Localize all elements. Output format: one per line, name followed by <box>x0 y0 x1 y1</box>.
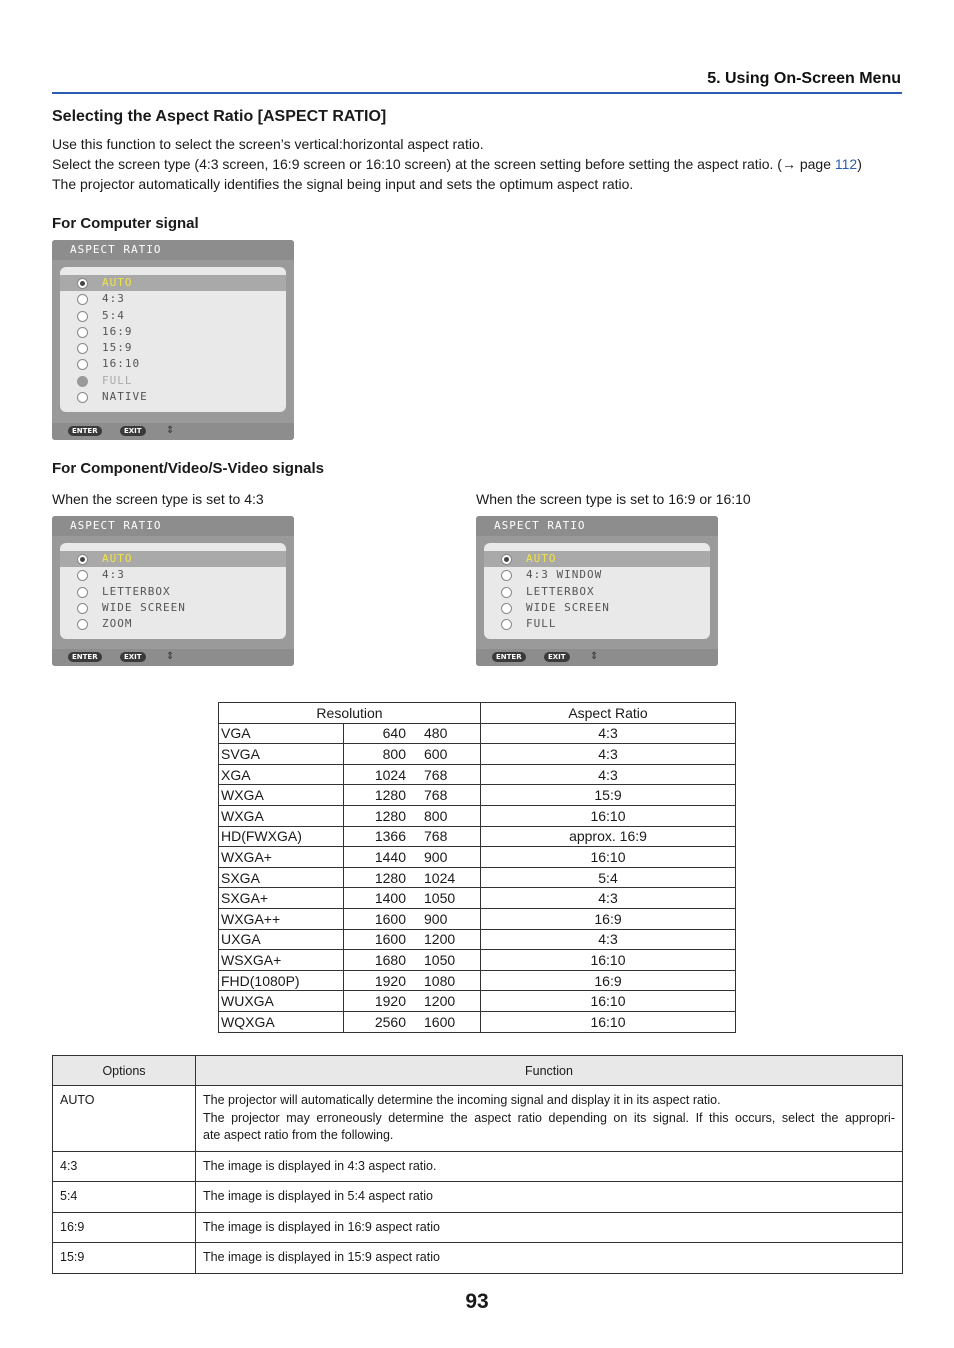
menu-option-4-3-window[interactable]: 4:3 WINDOW <box>484 567 710 583</box>
option-function <box>196 1086 903 1152</box>
resolution-width: 800 <box>344 744 425 765</box>
aspect-ratio-value: 15:9 <box>481 785 736 806</box>
section-description <box>52 134 912 194</box>
resolution-width: 1680 <box>344 950 425 971</box>
table-row <box>219 723 736 744</box>
function-line: ate aspect ratio from the following. <box>203 1128 394 1142</box>
option-name: 16:9 <box>53 1212 196 1243</box>
radio-icon <box>77 311 88 322</box>
description-line: Select the screen type (4:3 screen, 16:9 screen or 16:10 screen) at the screen setting before setting the aspect ratio. (→ page 112) <box>52 156 862 172</box>
table-row <box>219 991 736 1012</box>
resolution-name: WUXGA <box>219 991 344 1012</box>
aspect-ratio-value: 4:3 <box>481 764 736 785</box>
table-row <box>219 1011 736 1032</box>
resolution-height: 800 <box>424 805 481 826</box>
page-link[interactable]: 112 <box>834 156 858 172</box>
resolution-height: 1050 <box>424 950 481 971</box>
resolution-height: 900 <box>424 908 481 929</box>
menu-option-wide-screen[interactable]: WIDE SCREEN <box>484 600 710 616</box>
function-header: Function <box>196 1056 903 1086</box>
table-header-row <box>53 1056 903 1086</box>
options-table-body <box>53 1086 903 1274</box>
aspect-ratio-value: 16:10 <box>481 1011 736 1032</box>
caption-4-3: When the screen type is set to 4:3 <box>52 491 264 507</box>
resolution-name: XGA <box>219 764 344 785</box>
resolution-width: 1280 <box>344 867 425 888</box>
resolution-table <box>218 702 736 1033</box>
function-line: The image is displayed in 4:3 aspect ratio. <box>203 1158 437 1173</box>
radio-selected-icon <box>77 554 88 565</box>
resolution-width: 1600 <box>344 908 425 929</box>
resolution-width: 1920 <box>344 970 425 991</box>
resolution-name: VGA <box>219 723 344 744</box>
chapter-title: 5. Using On-Screen Menu <box>707 70 901 87</box>
aspect-ratio-menu-computer <box>52 240 294 440</box>
resolution-height: 1200 <box>424 991 481 1012</box>
table-row <box>219 867 736 888</box>
menu-option-auto[interactable]: AUTO <box>60 551 286 567</box>
menu-title: ASPECT RATIO <box>52 240 294 260</box>
menu-option-full[interactable]: FULL <box>484 616 710 632</box>
radio-icon <box>77 294 88 305</box>
menu-option-letterbox[interactable]: LETTERBOX <box>60 584 286 600</box>
option-name: 15:9 <box>53 1243 196 1274</box>
aspect-ratio-value: 5:4 <box>481 867 736 888</box>
option-function <box>196 1212 903 1243</box>
options-table <box>52 1055 903 1274</box>
options-header: Options <box>53 1056 196 1086</box>
menu-list <box>60 267 286 412</box>
resolution-name: WQXGA <box>219 1011 344 1032</box>
option-function <box>196 1243 903 1274</box>
menu-title: ASPECT RATIO <box>476 516 718 536</box>
resolution-name: UXGA <box>219 929 344 950</box>
radio-icon <box>77 603 88 614</box>
aspect-ratio-value: 16:9 <box>481 970 736 991</box>
table-row <box>219 908 736 929</box>
exit-key-icon: EXIT <box>120 652 146 662</box>
up-down-arrow-icon: ⇕ <box>166 651 175 662</box>
resolution-width: 2560 <box>344 1011 425 1032</box>
function-line: The projector may erroneously determine the aspect ratio depending on its signal. If this occurs, select the appropri- <box>203 1110 895 1125</box>
menu-option-letterbox[interactable]: LETTERBOX <box>484 584 710 600</box>
enter-key-icon: ENTER <box>68 426 102 436</box>
resolution-name: FHD(1080P) <box>219 970 344 991</box>
function-line: The projector will automatically determine the incoming signal and display it in its aspect ratio. <box>203 1093 721 1107</box>
resolution-name: HD(FWXGA) <box>219 826 344 847</box>
aspect-ratio-value: 16:10 <box>481 950 736 971</box>
option-name: 4:3 <box>53 1151 196 1182</box>
table-row <box>53 1243 903 1274</box>
menu-option-full: FULL <box>60 373 286 389</box>
aspect-ratio-value: approx. 16:9 <box>481 826 736 847</box>
enter-key-icon: ENTER <box>68 652 102 662</box>
page-number: 93 <box>465 1290 489 1313</box>
resolution-height: 1024 <box>424 867 481 888</box>
resolution-width: 640 <box>344 723 425 744</box>
radio-icon <box>77 359 88 370</box>
table-row <box>219 744 736 765</box>
aspect-ratio-value: 16:10 <box>481 847 736 868</box>
radio-icon <box>77 327 88 338</box>
table-row <box>219 847 736 868</box>
resolution-height: 900 <box>424 847 481 868</box>
radio-icon <box>77 392 88 403</box>
table-row <box>219 785 736 806</box>
option-function <box>196 1182 903 1213</box>
resolution-height: 1050 <box>424 888 481 909</box>
radio-selected-icon <box>77 278 88 289</box>
table-row <box>219 970 736 991</box>
menu-option-wide-screen[interactable]: WIDE SCREEN <box>60 600 286 616</box>
function-line: The image is displayed in 15:9 aspect ratio <box>203 1250 440 1264</box>
menu-footer <box>52 423 294 440</box>
menu-option-15-9[interactable]: 15:9 <box>60 340 286 356</box>
menu-footer <box>476 649 718 666</box>
resolution-name: WXGA+ <box>219 847 344 868</box>
option-name: AUTO <box>53 1086 196 1152</box>
menu-list <box>484 543 710 639</box>
radio-icon <box>501 603 512 614</box>
table-row <box>219 929 736 950</box>
table-row <box>53 1086 903 1152</box>
resolution-name: WXGA <box>219 785 344 806</box>
resolution-height: 768 <box>424 764 481 785</box>
resolution-height: 480 <box>424 723 481 744</box>
resolution-table-body <box>219 723 736 1032</box>
resolution-width: 1280 <box>344 785 425 806</box>
function-line: The image is displayed in 5:4 aspect ratio <box>203 1189 433 1203</box>
menu-list <box>60 543 286 639</box>
exit-key-icon: EXIT <box>120 426 146 436</box>
function-line: The image is displayed in 16:9 aspect ratio <box>203 1219 440 1234</box>
resolution-name: WXGA++ <box>219 908 344 929</box>
table-header-row <box>219 703 736 724</box>
section-title: Selecting the Aspect Ratio [ASPECT RATIO] <box>52 108 387 125</box>
menu-title: ASPECT RATIO <box>52 516 294 536</box>
up-down-arrow-icon: ⇕ <box>166 425 175 436</box>
table-row <box>219 805 736 826</box>
resolution-height: 1080 <box>424 970 481 991</box>
up-down-arrow-icon: ⇕ <box>590 651 599 662</box>
menu-footer <box>52 649 294 666</box>
resolution-width: 1920 <box>344 991 425 1012</box>
resolution-height: 1600 <box>424 1011 481 1032</box>
table-row <box>219 888 736 909</box>
table-row <box>219 764 736 785</box>
resolution-height: 768 <box>424 826 481 847</box>
aspect-ratio-menu-16-9 <box>476 516 718 666</box>
table-row <box>53 1182 903 1213</box>
radio-icon <box>501 570 512 581</box>
resolution-name: SXGA+ <box>219 888 344 909</box>
resolution-name: WXGA <box>219 805 344 826</box>
menu-option-native[interactable]: NATIVE <box>60 389 286 405</box>
table-row <box>219 826 736 847</box>
aspect-ratio-header: Aspect Ratio <box>481 703 736 724</box>
resolution-name: WSXGA+ <box>219 950 344 971</box>
resolution-width: 1366 <box>344 826 425 847</box>
radio-disabled-icon <box>77 376 88 387</box>
resolution-width: 1440 <box>344 847 425 868</box>
resolution-width: 1024 <box>344 764 425 785</box>
component-signal-heading: For Component/Video/S-Video signals <box>52 460 324 477</box>
menu-option-4-3[interactable]: 4:3 <box>60 567 286 583</box>
resolution-width: 1400 <box>344 888 425 909</box>
table-row <box>53 1212 903 1243</box>
description-line: The projector automatically identifies the signal being input and sets the optimum aspect ratio. <box>52 176 634 192</box>
caption-16-9: When the screen type is set to 16:9 or 16:10 <box>476 491 751 507</box>
aspect-ratio-value: 4:3 <box>481 929 736 950</box>
aspect-ratio-value: 4:3 <box>481 723 736 744</box>
table-row <box>219 950 736 971</box>
computer-signal-heading: For Computer signal <box>52 215 199 232</box>
header-divider <box>52 92 902 94</box>
menu-option-16-9[interactable]: 16:9 <box>60 324 286 340</box>
aspect-ratio-value: 16:10 <box>481 805 736 826</box>
radio-icon <box>501 587 512 598</box>
aspect-ratio-value: 4:3 <box>481 888 736 909</box>
menu-option-zoom[interactable]: ZOOM <box>60 616 286 632</box>
aspect-ratio-value: 4:3 <box>481 744 736 765</box>
radio-icon <box>77 587 88 598</box>
resolution-width: 1280 <box>344 805 425 826</box>
aspect-ratio-value: 16:10 <box>481 991 736 1012</box>
aspect-ratio-menu-4-3 <box>52 516 294 666</box>
radio-icon <box>77 343 88 354</box>
resolution-width: 1600 <box>344 929 425 950</box>
resolution-header: Resolution <box>219 703 481 724</box>
enter-key-icon: ENTER <box>492 652 526 662</box>
radio-icon <box>77 570 88 581</box>
radio-icon <box>501 619 512 630</box>
menu-option-5-4[interactable]: 5:4 <box>60 308 286 324</box>
resolution-height: 1200 <box>424 929 481 950</box>
menu-option-auto[interactable]: AUTO <box>484 551 710 567</box>
radio-selected-icon <box>501 554 512 565</box>
menu-option-auto[interactable]: AUTO <box>60 275 286 291</box>
option-name: 5:4 <box>53 1182 196 1213</box>
table-row <box>53 1151 903 1182</box>
exit-key-icon: EXIT <box>544 652 570 662</box>
radio-icon <box>77 619 88 630</box>
resolution-name: SVGA <box>219 744 344 765</box>
description-line: Use this function to select the screen’s vertical:horizontal aspect ratio. <box>52 136 484 152</box>
resolution-name: SXGA <box>219 867 344 888</box>
aspect-ratio-value: 16:9 <box>481 908 736 929</box>
menu-option-16-10[interactable]: 16:10 <box>60 356 286 372</box>
option-function <box>196 1151 903 1182</box>
resolution-height: 600 <box>424 744 481 765</box>
resolution-height: 768 <box>424 785 481 806</box>
menu-option-4-3[interactable]: 4:3 <box>60 291 286 307</box>
